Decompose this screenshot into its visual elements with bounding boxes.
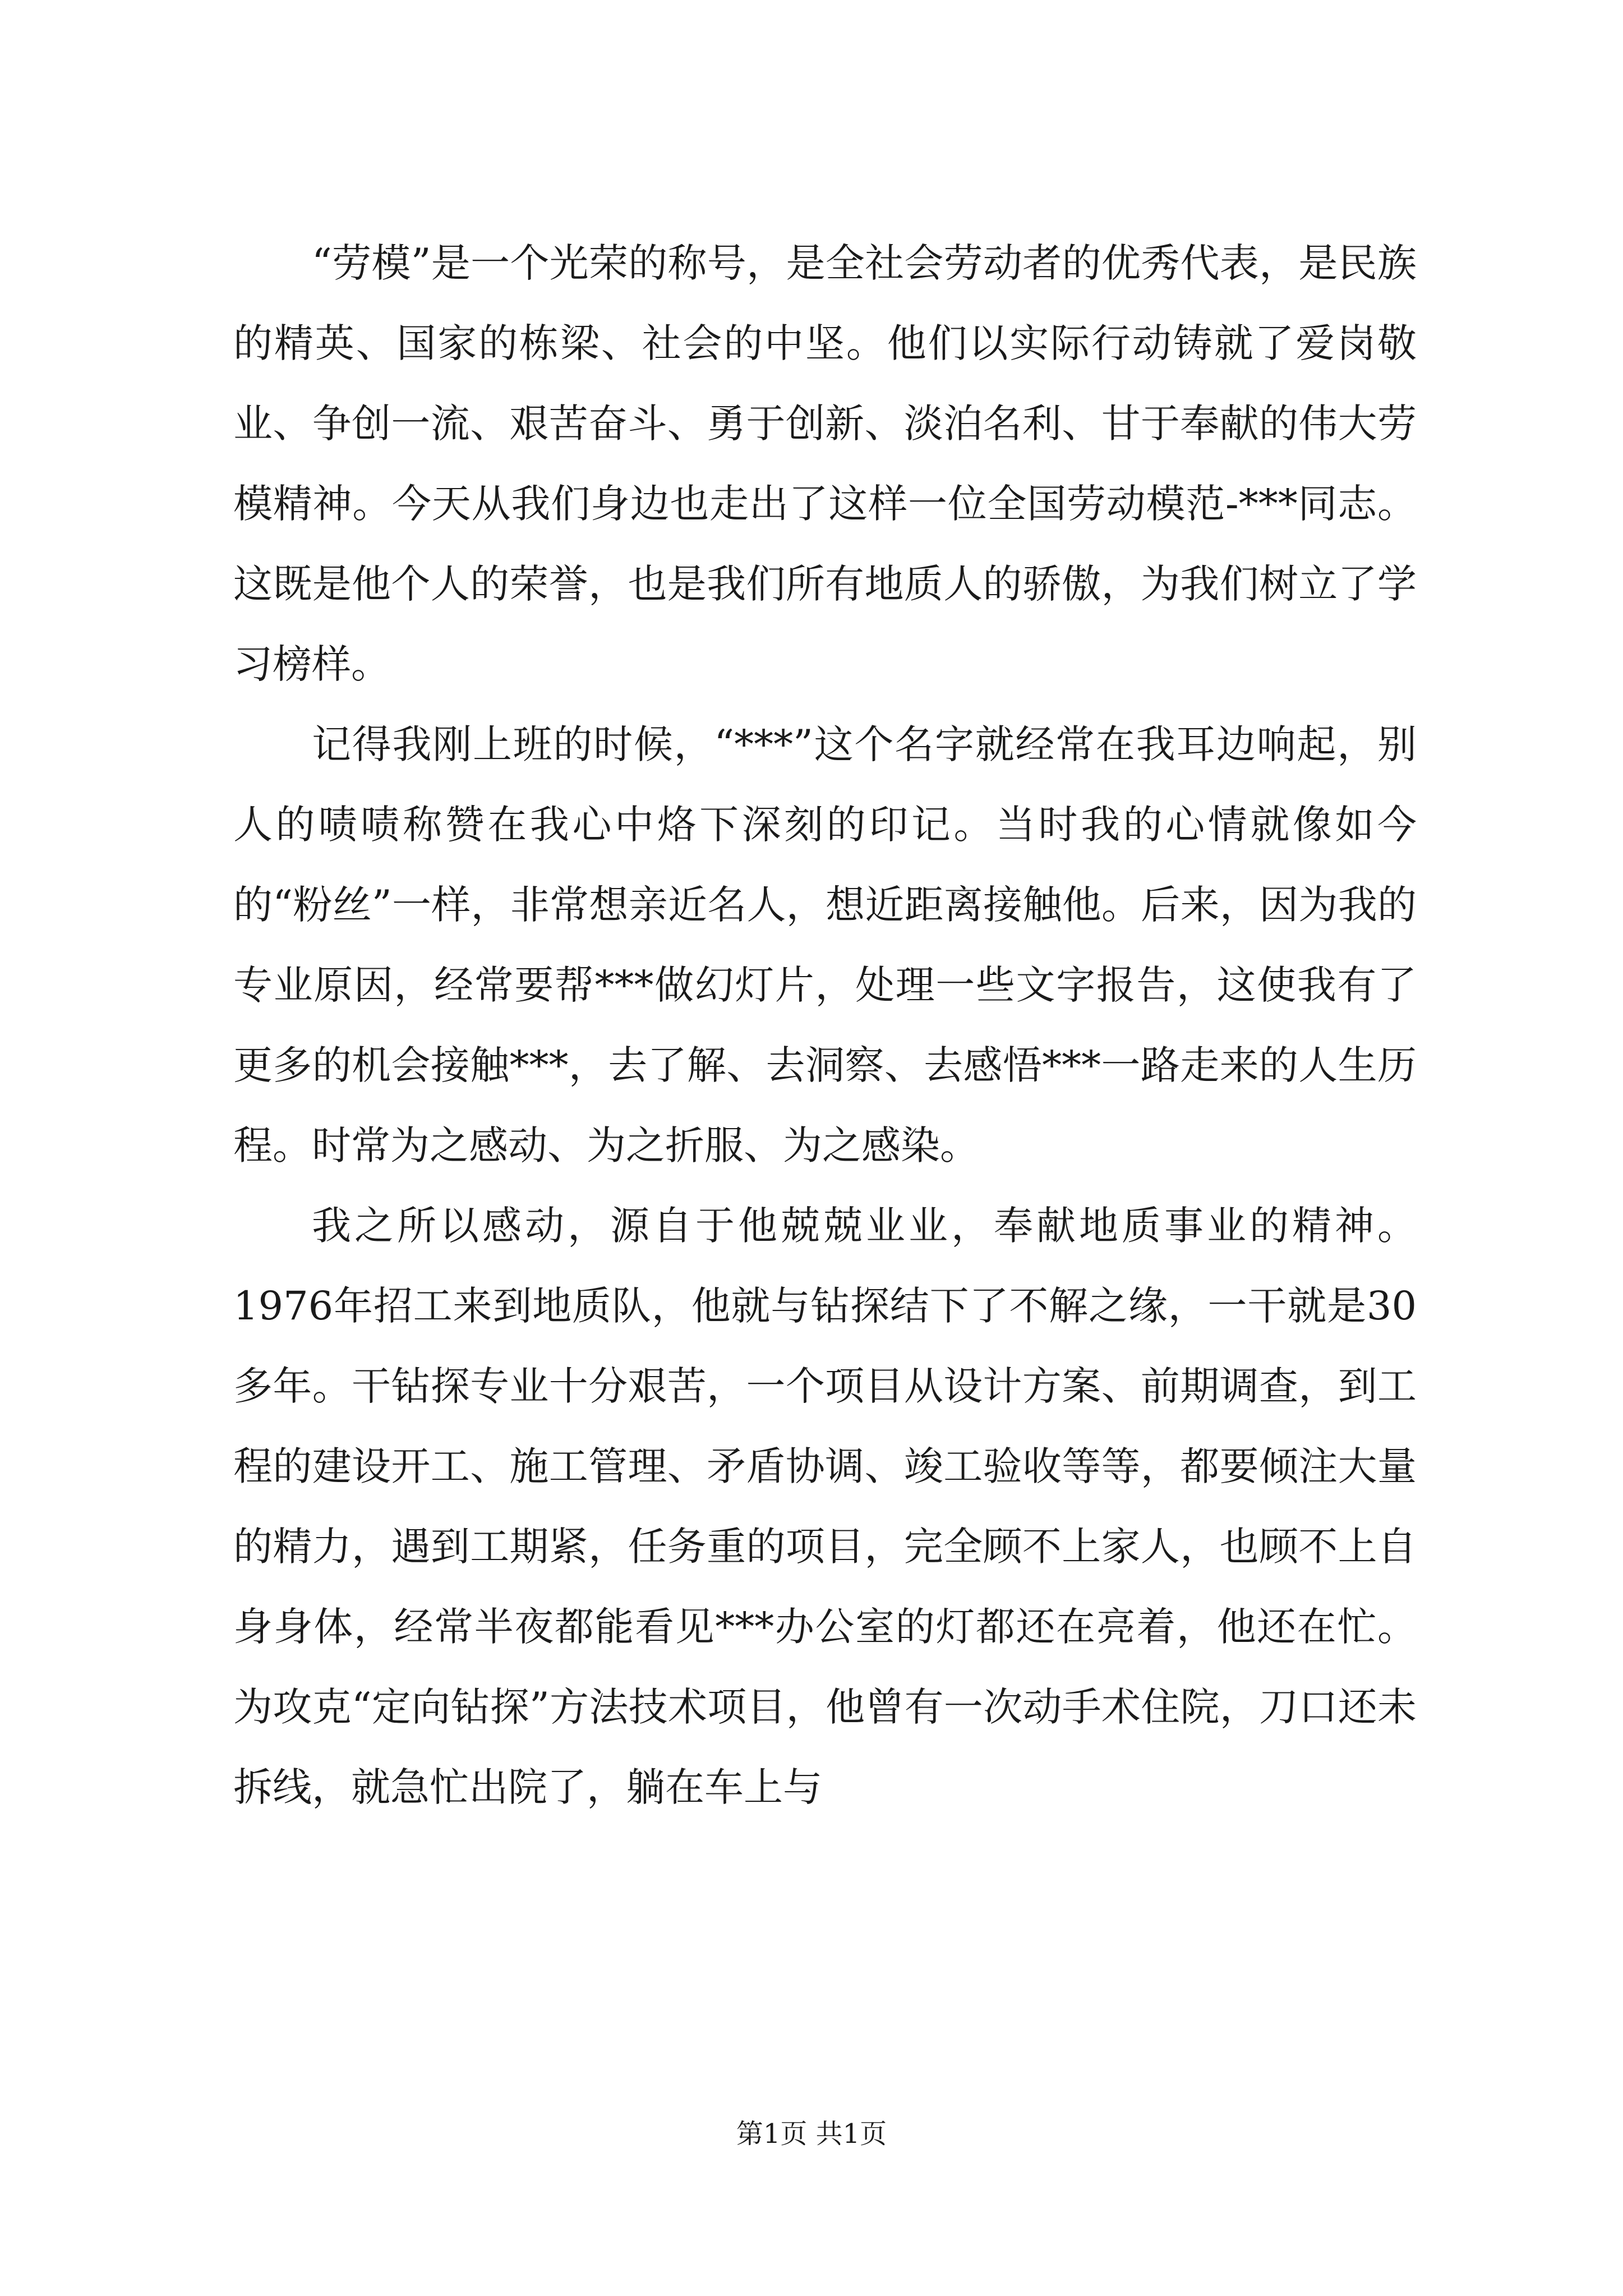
page-footer: 第1页 共1页	[736, 2118, 887, 2150]
document-body	[233, 223, 1417, 1828]
paragraph-1: “劳模”是一个光荣的称号，是全社会劳动者的优秀代表，是民族的精英、国家的栋梁、社会的中坚。他们以实际行动铸就了爱岗敬业、争创一流、艰苦奋斗、勇于创新、淡泊名利、甘于奉献的伟大劳模精神。今天从我们身边也走出了这样一位全国劳动模范-***同志。这既是他个人的荣誉，也是我们所有地质人的骄傲，为我们树立了学习榜样。	[233, 240, 1417, 687]
paragraph-2: 记得我刚上班的时候，“***”这个名字就经常在我耳边响起，别人的啧啧称赞在我心中烙下深刻的印记。当时我的心情就像如今的“粉丝”一样，非常想亲近名人，想近距离接触他。后来，因为我的专业原因，经常要帮***做幻灯片，处理一些文字报告，这使我有了更多的机会接触***，去了解、去洞察、去感悟***一路走来的人生历程。时常为之感动、为之折服、为之感染。	[233, 721, 1417, 1168]
paragraph-3: 我之所以感动，源自于他兢兢业业，奉献地质事业的精神。1976年招工来到地质队，他就与钻探结下了不解之缘，一干就是30多年。干钻探专业十分艰苦，一个项目从设计方案、前期调查，到工程的建设开工、施工管理、矛盾协调、竣工验收等等，都要倾注大量的精力，遇到工期紧，任务重的项目，完全顾不上家人，也顾不上自身身体，经常半夜都能看见***办公室的灯都还在亮着，他还在忙。为攻克“定向钻探”方法技术项目，他曾有一次动手术住院，刀口还未拆线，就急忙出院了，躺在车上与	[233, 1203, 1417, 1810]
